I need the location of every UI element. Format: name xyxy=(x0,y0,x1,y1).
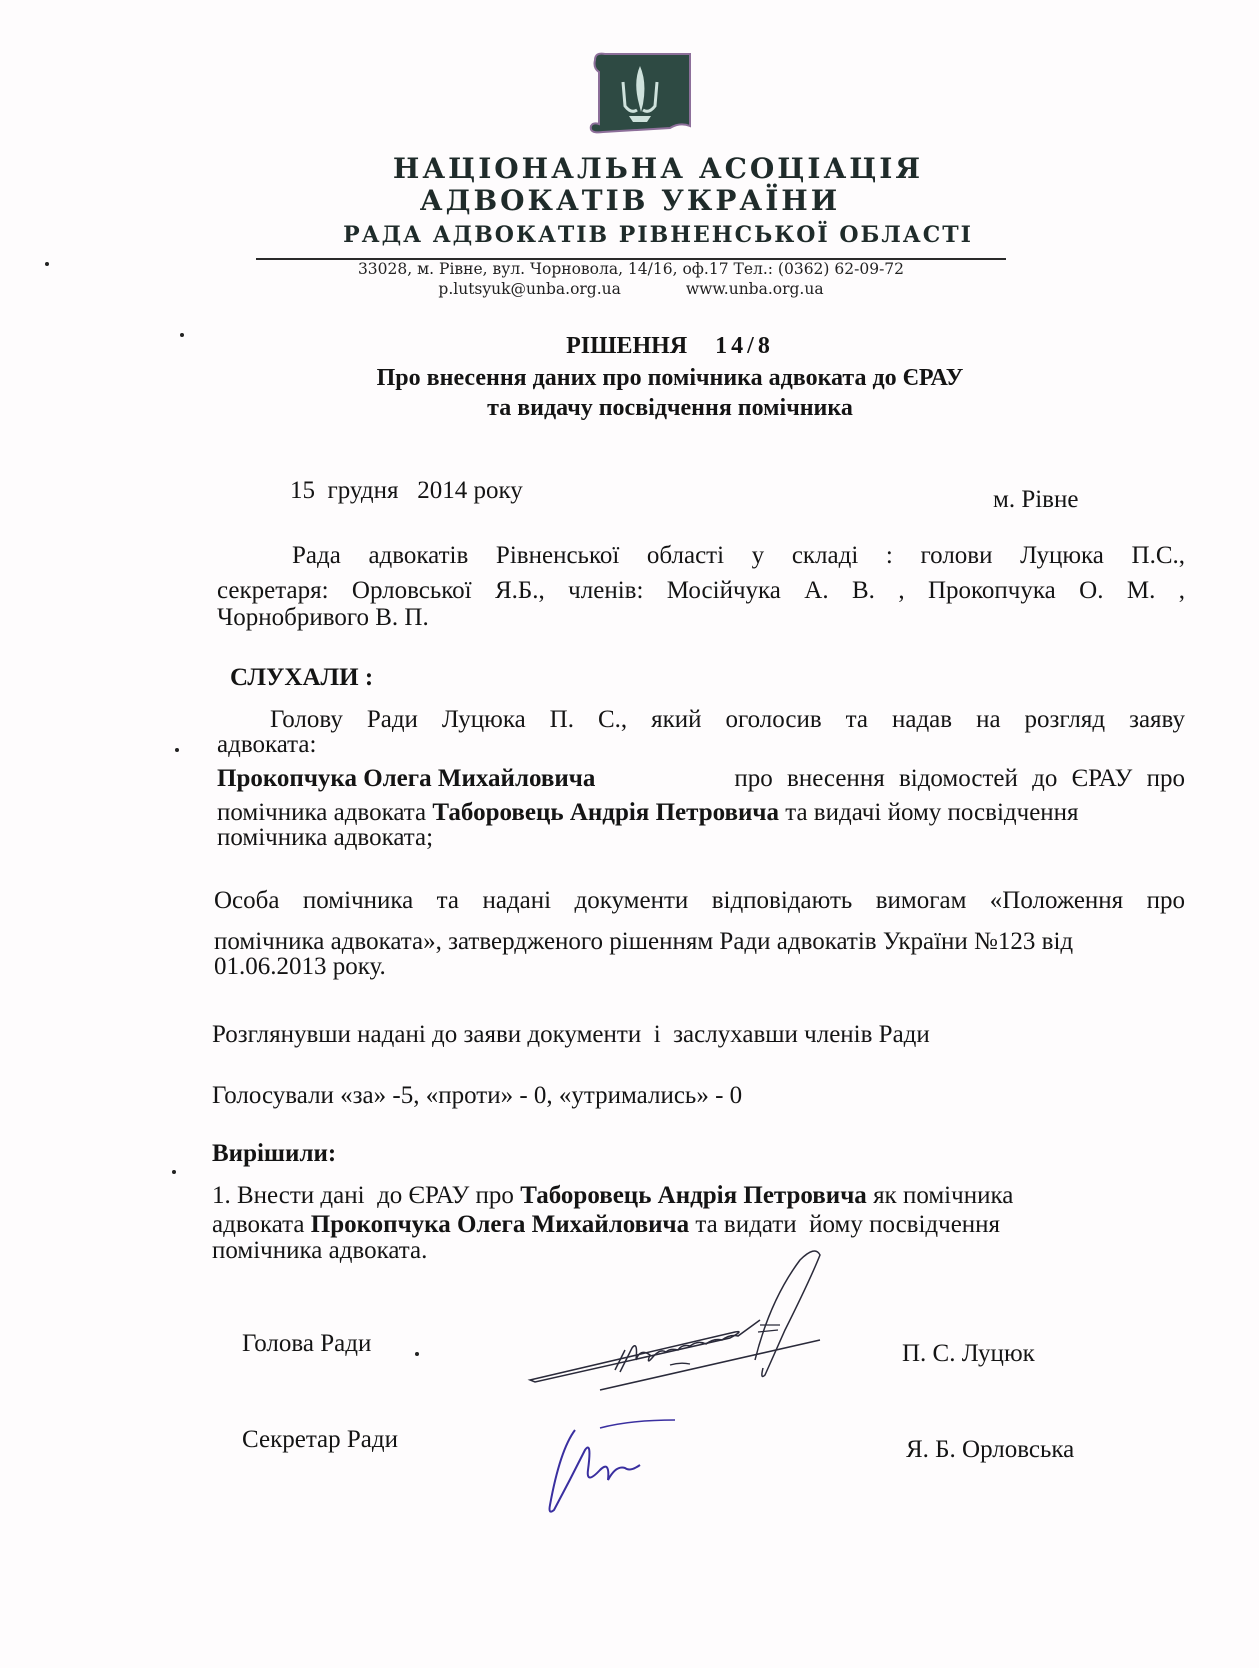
resolved-heading: Вирішили: xyxy=(212,1140,337,1167)
assistant-name: Таборовець Андрія Петровича xyxy=(432,799,779,826)
decision-number: 14/8 xyxy=(715,333,774,359)
resolved-l2-end: та видати йому посвідчення xyxy=(695,1211,1001,1238)
decision-date: 15 грудня 2014 року xyxy=(290,477,523,504)
letterhead-line3: РАДА АДВОКАТІВ РІВНЕНСЬКОЇ ОБЛАСТІ xyxy=(343,222,973,248)
letterhead-line1: НАЦІОНАЛЬНА АСОЦІАЦІЯ xyxy=(392,152,924,185)
letterhead-address: 33028, м. Рівне, вул. Чорновола, 14/16, оф.17 Тел.: (0362) 62-09-72 xyxy=(357,260,905,278)
vote-results: Голосували «за» -5, «проти» - 0, «утримались» - 0 xyxy=(212,1082,743,1109)
decision-city: м. Рівне xyxy=(993,486,1079,513)
attorney-name: Прокопчука Олега Михайловича xyxy=(217,765,596,792)
scan-speck xyxy=(180,333,184,337)
scan-speck xyxy=(175,748,179,752)
resolved-line-1 xyxy=(212,1183,1013,1208)
letterhead-contacts xyxy=(256,280,1006,298)
chair-signature-icon xyxy=(520,1240,860,1410)
heard-line-4 xyxy=(217,800,1079,825)
scroll-trident-icon xyxy=(585,52,695,142)
heard-line-4-rest: та видачі йому посвідчення xyxy=(785,799,1079,826)
resolved-l2-start: адвоката xyxy=(212,1211,305,1238)
resolved-assistant-name: Таборовець Андрія Петровича xyxy=(520,1182,867,1209)
resolved-line-3: помічника адвоката. xyxy=(212,1237,428,1264)
signature-name-chair: П. С. Луцюк xyxy=(902,1340,1035,1367)
heard-line-3-rest: про внесення відомостей до ЄРАУ про xyxy=(734,765,1185,792)
scan-speck xyxy=(172,1170,176,1174)
letterhead-line2: АДВОКАТІВ УКРАЇНИ xyxy=(419,184,841,217)
resolved-line-2 xyxy=(212,1212,1000,1237)
compliance-line-2: помічника адвоката», затвердженого рішенням Ради адвокатів України №123 від xyxy=(214,928,1074,955)
considered-text: Розглянувши надані до заяви документи і заслухавши членів Ради xyxy=(212,1021,930,1048)
heard-line-5: помічника адвоката; xyxy=(217,824,434,851)
composition-line-1: Рада адвокатів Рівненської області у складі : голови Луцюка П.С., xyxy=(292,542,1185,569)
resolved-l1-end: як помічника xyxy=(873,1182,1014,1209)
decision-title-label: РІШЕННЯ xyxy=(566,333,688,359)
resolved-attorney-name: Прокопчука Олега Михайловича xyxy=(310,1211,690,1238)
compliance-line-3: 01.06.2013 року. xyxy=(214,953,386,980)
website-link[interactable]: www.unba.org.ua xyxy=(685,280,824,298)
scan-speck xyxy=(45,262,49,266)
scan-speck xyxy=(415,1352,419,1356)
decision-subtitle-2: та видачу посвідчення помічника xyxy=(487,395,853,421)
association-logo xyxy=(585,52,695,142)
heard-line-3 xyxy=(217,766,1185,791)
resolved-l1-start: 1. Внести дані до ЄРАУ про xyxy=(212,1182,514,1209)
composition-line-2: секретаря: Орловської Я.Б., членів: Мосійчука А. В. , Прокопчука О. М. , xyxy=(217,577,1185,604)
heard-heading: СЛУХАЛИ : xyxy=(230,664,374,691)
compliance-line-1: Особа помічника та надані документи відповідають вимогам «Положення про xyxy=(214,887,1185,914)
signature-role-chair: Голова Ради xyxy=(242,1330,372,1357)
composition-line-3: Чорнобривого В. П. xyxy=(217,604,429,631)
secretary-signature-icon xyxy=(530,1410,690,1530)
signature-role-secretary: Секретар Ради xyxy=(242,1426,398,1453)
decision-title xyxy=(330,333,1010,360)
signature-name-secretary: Я. Б. Орловська xyxy=(906,1436,1075,1463)
heard-line-2: адвоката: xyxy=(217,731,317,758)
heard-line-1: Голову Ради Луцюка П. С., який оголосив та надав на розгляд заяву xyxy=(270,706,1185,733)
email-link[interactable]: p.lutsyuk@unba.org.ua xyxy=(438,280,621,298)
heard-line-4-start: помічника адвоката xyxy=(217,799,427,826)
decision-subtitle-1: Про внесення даних про помічника адвоката до ЄРАУ xyxy=(376,365,964,391)
